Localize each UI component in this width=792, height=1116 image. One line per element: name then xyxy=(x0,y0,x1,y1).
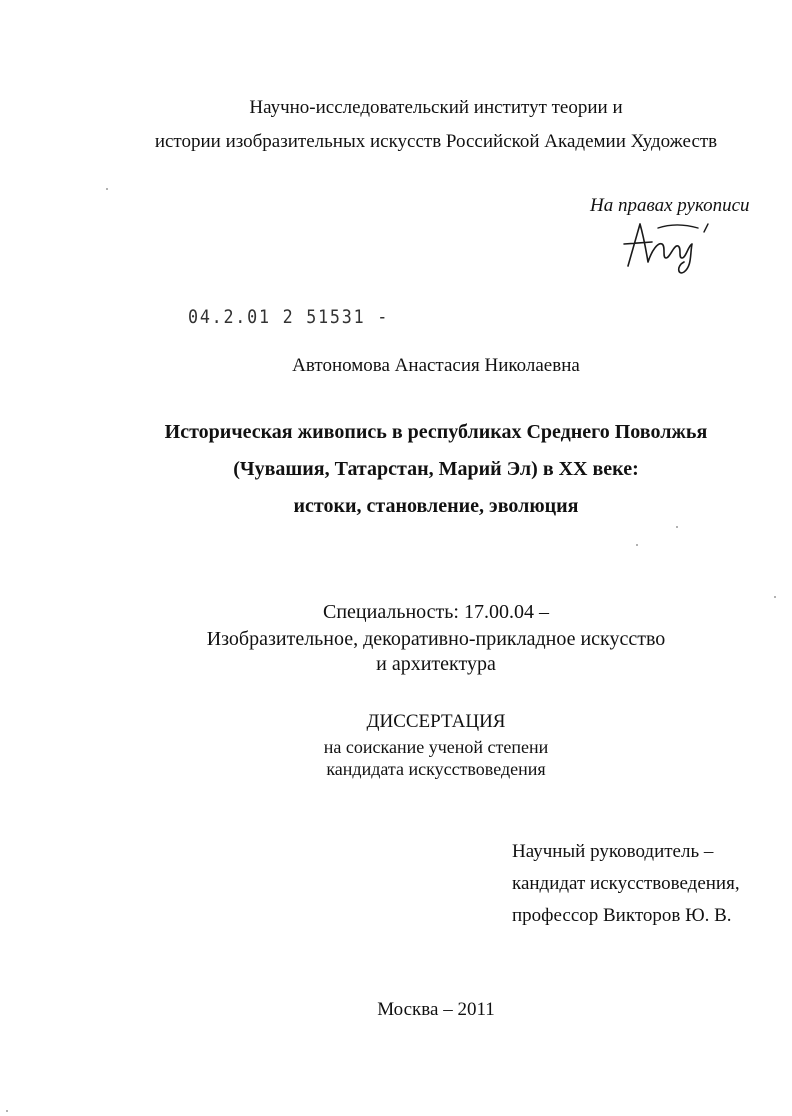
footer-city-year: Москва – 2011 xyxy=(377,999,495,1020)
supervisor-line-3: профессор Викторов Ю. В. xyxy=(512,905,732,926)
title-line-1: Историческая живопись в республиках Среднего Поволжья xyxy=(164,421,708,443)
scan-speck xyxy=(106,188,108,190)
institution-line-2: истории изобразительных искусств Российской Академии Художеств xyxy=(154,131,718,152)
specialty-line-3: и архитектура xyxy=(376,653,496,675)
scan-speck xyxy=(676,526,678,528)
scan-speck xyxy=(6,1110,8,1112)
scan-speck xyxy=(774,596,776,598)
archive-stamp: 04.2.01 2 51531 - xyxy=(188,306,390,328)
author-name: Автономова Анастасия Николаевна xyxy=(292,355,580,376)
supervisor-line-2: кандидат искусствоведения, xyxy=(512,873,740,894)
title-line-3: истоки, становление, эволюция xyxy=(293,495,579,517)
scan-speck xyxy=(636,544,638,546)
dissertation-line-1: на соискание ученой степени xyxy=(323,737,549,757)
dissertation-heading: ДИССЕРТАЦИЯ xyxy=(366,711,506,732)
supervisor-line-1: Научный руководитель – xyxy=(512,841,714,862)
institution-line-1: Научно-исследовательский институт теории и xyxy=(249,97,623,118)
specialty-line-1: Специальность: 17.00.04 – xyxy=(323,601,549,623)
rights-note: На правах рукописи xyxy=(590,195,750,216)
title-line-2: (Чувашия, Татарстан, Марий Эл) в XX веке: xyxy=(233,458,639,480)
specialty-line-2: Изобразительное, декоративно-прикладное искусство xyxy=(206,628,666,650)
handwritten-signature xyxy=(618,214,714,278)
dissertation-line-2: кандидата искусствоведения xyxy=(326,759,546,779)
